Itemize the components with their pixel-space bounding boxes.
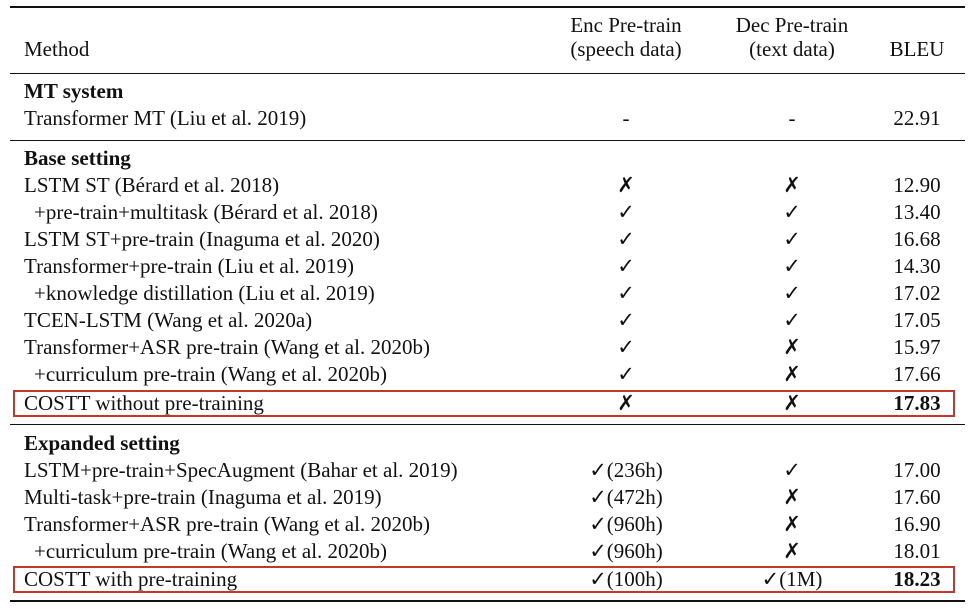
results-table [10,0,965,610]
dec-cell: ✓(1M) [761,567,823,591]
method-cell: LSTM ST (Bérard et al. 2018) [24,173,280,197]
method-cell: Multi-task+pre-train (Inaguma et al. 2019) [24,485,382,509]
bleu-cell: 22.91 [893,106,941,130]
dec-cell: ✗ [783,539,801,563]
method-cell: +pre-train+multitask (Bérard et al. 2018) [34,200,378,224]
header-enc-line2: (speech data) [570,37,682,61]
bleu-cell: 17.02 [893,281,941,305]
method-cell: Transformer+ASR pre-train (Wang et al. 2020b) [24,335,430,359]
table-row [10,334,965,361]
header-dec-line2: (text data) [749,37,835,61]
method-cell: +curriculum pre-train (Wang et al. 2020b) [34,539,388,563]
bleu-cell: 17.66 [893,362,941,386]
enc-cell: ✓ [617,227,635,251]
table-row [10,538,965,565]
enc-cell: ✓ [617,308,635,332]
method-cell: LSTM ST+pre-train (Inaguma et al. 2020) [24,227,380,251]
method-cell: Transformer+ASR pre-train (Wang et al. 2020b) [24,512,430,536]
table-row-highlighted [10,566,965,593]
method-cell: COSTT without pre-training [24,391,264,415]
header-dec-line1: Dec Pre-train [735,13,849,37]
table-row [10,105,965,132]
method-cell: +knowledge distillation (Liu et al. 2019) [34,281,375,305]
table-row [10,484,965,511]
bleu-cell-best: 17.83 [893,391,941,415]
method-cell: +curriculum pre-train (Wang et al. 2020b) [34,362,388,386]
dec-cell: ✓ [783,308,801,332]
enc-cell: ✓(960h) [589,539,663,563]
header-rule [10,73,965,74]
enc-cell: ✓ [617,281,635,305]
bleu-cell: 16.90 [893,512,941,536]
method-cell: TCEN-LSTM (Wang et al. 2020a) [24,308,313,332]
table-row [10,361,965,388]
dec-cell: ✗ [783,335,801,359]
dec-cell: ✗ [783,485,801,509]
enc-cell: ✓(100h) [589,567,663,591]
method-cell: LSTM+pre-train+SpecAugment (Bahar et al. 2019) [24,458,458,482]
enc-cell: ✓(960h) [589,512,663,536]
enc-cell: ✓ [617,200,635,224]
dec-cell: ✓ [783,254,801,278]
enc-cell: ✓ [617,254,635,278]
dec-cell: ✗ [783,391,801,415]
bleu-cell: 13.40 [893,200,941,224]
enc-cell: ✓ [617,335,635,359]
enc-cell: ✗ [617,391,635,415]
section-rule-2 [10,424,965,425]
section-title-expanded-setting: Expanded setting [24,431,180,455]
method-cell: COSTT with pre-training [24,567,238,591]
dec-cell: ✗ [783,512,801,536]
header-method: Method [24,37,90,61]
bleu-cell: 12.90 [893,173,941,197]
table-row [10,280,965,307]
dec-cell: ✗ [783,362,801,386]
enc-cell: ✓(236h) [589,458,663,482]
table-row [10,253,965,280]
header-enc-pretrain [530,13,722,61]
table-row-highlighted [10,390,965,417]
enc-cell: ✓ [617,362,635,386]
section-title-base-setting: Base setting [24,146,131,170]
section-rule-1 [10,140,965,141]
header-bleu: BLEU [889,37,945,61]
bleu-cell: 17.05 [893,308,941,332]
table-row [10,307,965,334]
table-row [10,199,965,226]
dec-cell: ✗ [783,173,801,197]
enc-cell: ✓(472h) [589,485,663,509]
header-dec-pretrain [712,13,872,61]
table-row [10,226,965,253]
table-row [10,457,965,484]
bleu-cell: 17.00 [893,458,941,482]
header-enc-line1: Enc Pre-train [570,13,682,37]
bleu-cell: 15.97 [893,335,941,359]
bleu-cell: 16.68 [893,227,941,251]
method-cell: Transformer MT (Liu et al. 2019) [24,106,307,130]
dec-cell: - [788,106,796,130]
dec-cell: ✓ [783,200,801,224]
dec-cell: ✓ [783,281,801,305]
table-row [10,511,965,538]
bleu-cell-best: 18.23 [893,567,941,591]
enc-cell: - [622,106,630,130]
bleu-cell: 18.01 [893,539,941,563]
top-rule [10,6,965,8]
bleu-cell: 17.60 [893,485,941,509]
bottom-rule [10,600,965,602]
method-cell: Transformer+pre-train (Liu et al. 2019) [24,254,355,278]
dec-cell: ✓ [783,227,801,251]
dec-cell: ✓ [783,458,801,482]
enc-cell: ✗ [617,173,635,197]
bleu-cell: 14.30 [893,254,941,278]
table-row [10,172,965,199]
section-title-mt-system: MT system [24,79,124,103]
